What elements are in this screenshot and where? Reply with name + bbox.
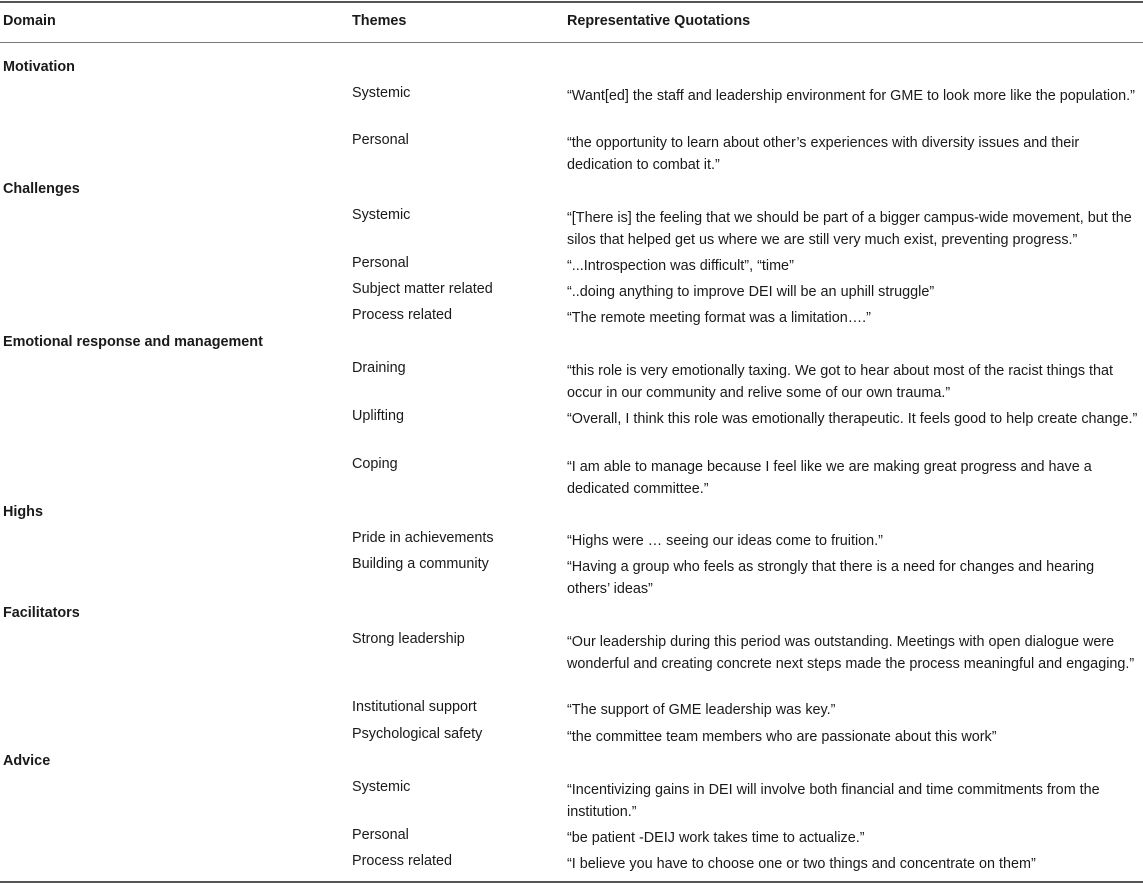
quotation-cell: “be patient -DEIJ work takes time to actualize.”: [567, 830, 865, 846]
quotation-cell: “I believe you have to choose one or two things and concentrate on them”: [567, 856, 1036, 872]
theme-cell: Coping: [352, 456, 398, 472]
quotation-cell: “[There is] the feeling that we should be part of a bigger campus-wide movement, but the silos that helped get us where we are still very much exist, preventing progress.”: [567, 210, 1132, 248]
quotation-cell: “The support of GME leadership was key.”: [567, 702, 836, 718]
theme-cell: Psychological safety: [352, 726, 483, 742]
theme-cell: Building a community: [352, 556, 489, 572]
quotation-cell: “The remote meeting format was a limitation….”: [567, 310, 871, 326]
quotation-cell: “I am able to manage because I feel like we are making great progress and have a dedicated committee.”: [567, 459, 1092, 497]
quotation-cell: “the committee team members who are passionate about this work”: [567, 729, 997, 745]
header-quotations: Representative Quotations: [567, 13, 751, 29]
quotation-cell: “Highs were … seeing our ideas come to fruition.”: [567, 533, 883, 549]
quotation-cell: “this role is very emotionally taxing. We got to hear about most of the racist things that occur in our community and relive some of our own trauma.”: [567, 363, 1114, 401]
theme-cell: Process related: [352, 853, 452, 869]
header-domain: Domain: [3, 13, 56, 29]
theme-cell: Subject matter related: [352, 281, 493, 297]
domain-label: Highs: [3, 504, 43, 520]
top-rule: [0, 1, 1143, 3]
domain-label: Advice: [3, 753, 51, 769]
quotation-cell: “Overall, I think this role was emotionally therapeutic. It feels good to help create change.”: [567, 411, 1138, 427]
domain-label: Facilitators: [3, 605, 80, 621]
theme-cell: Pride in achievements: [352, 530, 494, 546]
theme-cell: Personal: [352, 132, 409, 148]
theme-cell: Draining: [352, 360, 406, 376]
domain-label: Emotional response and management: [3, 334, 263, 350]
theme-cell: Personal: [352, 827, 409, 843]
theme-cell: Systemic: [352, 207, 411, 223]
quotation-cell: “..doing anything to improve DEI will be an uphill struggle”: [567, 284, 935, 300]
quotation-cell: “Having a group who feels as strongly that there is a need for changes and hearing others’ ideas”: [567, 559, 1095, 597]
theme-cell: Strong leadership: [352, 631, 465, 647]
quotation-cell: “...Introspection was difficult”, “time”: [567, 258, 794, 274]
header-rule: [0, 42, 1143, 43]
quotation-cell: “Incentivizing gains in DEI will involve both financial and time commitments from the institution.”: [567, 782, 1100, 820]
theme-cell: Systemic: [352, 779, 411, 795]
bottom-rule: [0, 881, 1143, 883]
domain-label: Motivation: [3, 59, 75, 75]
theme-cell: Personal: [352, 255, 409, 271]
domain-label: Challenges: [3, 181, 80, 197]
theme-cell: Process related: [352, 307, 452, 323]
header-themes: Themes: [352, 13, 407, 29]
theme-cell: Uplifting: [352, 408, 404, 424]
theme-cell: Institutional support: [352, 699, 477, 715]
quotation-cell: “Want[ed] the staff and leadership environment for GME to look more like the population.”: [567, 88, 1135, 104]
quotation-cell: “Our leadership during this period was outstanding. Meetings with open dialogue were wonderful and creating concrete next steps made the process meaningful and engaging.”: [567, 634, 1135, 672]
theme-cell: Systemic: [352, 85, 411, 101]
quotation-cell: “the opportunity to learn about other’s experiences with diversity issues and their dedication to combat it.”: [567, 135, 1080, 173]
table-header-row: [0, 13, 1143, 33]
